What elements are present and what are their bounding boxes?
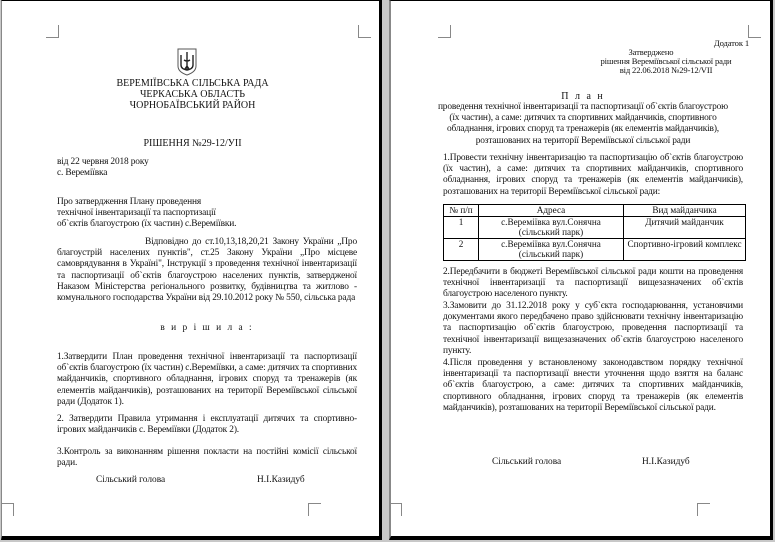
annex-approved: Затверджено [628,47,674,57]
row-number: 2 [444,238,479,260]
col-type-header: Вид майданчика [624,205,746,217]
signature-role: Сільський голова [96,475,166,485]
plan-item-3: 3.Замовити до 31.12.2018 року у суб`єкта господарювання, установчими документами якого передбачено право здійснювати технічну інвентаризацію та паспортизацію об`єктів благоустрою, проведення паспортизації та технічної інвентаризації вищезазначених об`єктів благоустрою населеного пункту. [443,301,743,356]
decision-title: РІШЕННЯ №29-12/УІІ [143,138,242,149]
plan-title: П л а н [561,91,605,102]
signature-name: Н.І.Казидуб [642,457,690,467]
row-address: с.Веремiївка вул.Сонячна (сільський парк) [479,216,624,238]
margin-corner-top-right [358,25,371,38]
playgrounds-table [443,204,746,261]
annex-label: Додаток 1 [713,38,749,48]
annex-ref: від 22.06.2018 №29-12/VІІ [619,65,713,75]
col-address-header: Адреса [479,205,624,217]
decision-date: від 22 червня 2018 року [57,157,149,167]
row-type: Дитячий майданчик [624,216,746,238]
document-page-1 [1,0,382,540]
row-number: 1 [444,216,479,238]
subject-line-2: технічної інвентаризації та паспортизації [57,208,216,218]
decision-item-3: 3.Контроль за виконанням рішення покласти на постійні комісії сільської ради. [57,447,357,469]
raion-name: ЧОРНОБАЇВСЬКИЙ РАЙОН [129,100,256,111]
resolved-heading: в и р і ш и л а : [160,323,254,333]
decision-item-2: 2. Затвердити Правила утримання і експлуатації дитячих та спортивно-ігрових майданчиків с. Веремiївки (Додаток 2). [57,414,357,436]
table-row [444,238,746,260]
plan-item-4: 4.Після проведення у встановленому законодавством порядку технічної інвентаризації та паспортизації внести уточнення щодо взяття на баланс об`єктів благоустрою, а саме: дитячих та спортивних майданчиків, спортивного обладнання, ігрових споруд та тренажерів (як елементів майданчиків), розташованих на території Веремiївської сільської ради. [443,358,743,413]
row-address: с.Веремiївка вул.Сонячна (сільський парк) [479,238,624,260]
table-header-row [444,205,746,217]
decision-place: с. Веремiївка [57,168,108,178]
margin-corner-top-right [748,25,761,38]
col-number-header: № п/п [444,205,479,217]
plan-subtitle: проведення технічної інвентаризації та паспортизації об`єктів благоустрою (їх частин), а саме: дитячих та спортивних майданчиків, спортивного обладнання, ігрових споруд та тренажерів (як елементів майданчиків), розташованих на території Веремiївської сільської ради [437,102,729,146]
preamble-paragraph: Відповідно до ст.10,13,18,20,21 Закону України „Про благоустрій населених пунктів", ст.25 Закону України „Про місцеве самоврядування в Україні", Інструкції з проведення технічної інвентаризації та паспортизації об`єктів благоустрою населених пунктів, затвердженої Наказом Міністерства регіонального розвитку, будівництва та житлово - комунального господарства України від 29.10.2012 року № 550, сільська рада [57,237,357,304]
margin-corner-bottom-right [697,503,710,516]
document-page-2 [389,0,773,540]
council-name: ВЕРЕМІЇВСЬКА СІЛЬСЬКА РАДА [116,78,269,89]
decision-item-1: 1.Затвердити План проведення технічної інвентаризації та паспортизації об`єктів благоустрою (їх частин) с.Веремiївки, а саме: дитячих та спортивних майданчиків, спортивного обладнання, ігрових споруд та тренажерів (як елементів майданчиків), розташованих на території Веремiївської сільської ради (Додаток 1). [57,352,357,407]
plan-item-2: 2.Передбачити в бюджеті Веремiївської сільської ради кошти на проведення технічної інвентаризації та паспортизації вищезазначених об`єктів благоустрою населеного пункту. [443,267,743,300]
oblast-name: ЧЕРКАСЬКА ОБЛАСТЬ [139,89,246,100]
signature-name: Н.І.Казидуб [257,475,305,485]
row-type: Спортивно-ігровий комплекс [624,238,746,260]
margin-corner-bottom-right [308,503,321,516]
subject-line-1: Про затвердження Плану проведення [57,197,202,207]
margin-corner-top-left [46,25,59,38]
annex-by: рішення Веремiївської сільської ради [600,56,732,66]
signature-role: Сільський голова [492,457,562,467]
subject-line-3: об`єктів благоустрою (їх частин) с.Веремiївки. [57,219,237,229]
margin-corner-top-left [438,25,451,38]
table-row [444,216,746,238]
margin-corner-bottom-left [389,503,402,516]
margin-corner-bottom-left [1,503,14,516]
ukraine-trident-emblem-icon [177,48,197,76]
plan-item-1: 1.Провести технічну інвентаризацію та паспортизацію об`єктів благоустрою (їх частин), а саме: дитячих та спортивних майданчиків, спортивного обладнання, ігрових споруд та тренажерів (як елементів майданчиків), розташованих на території Веремiївської сільської ради: [443,153,743,197]
